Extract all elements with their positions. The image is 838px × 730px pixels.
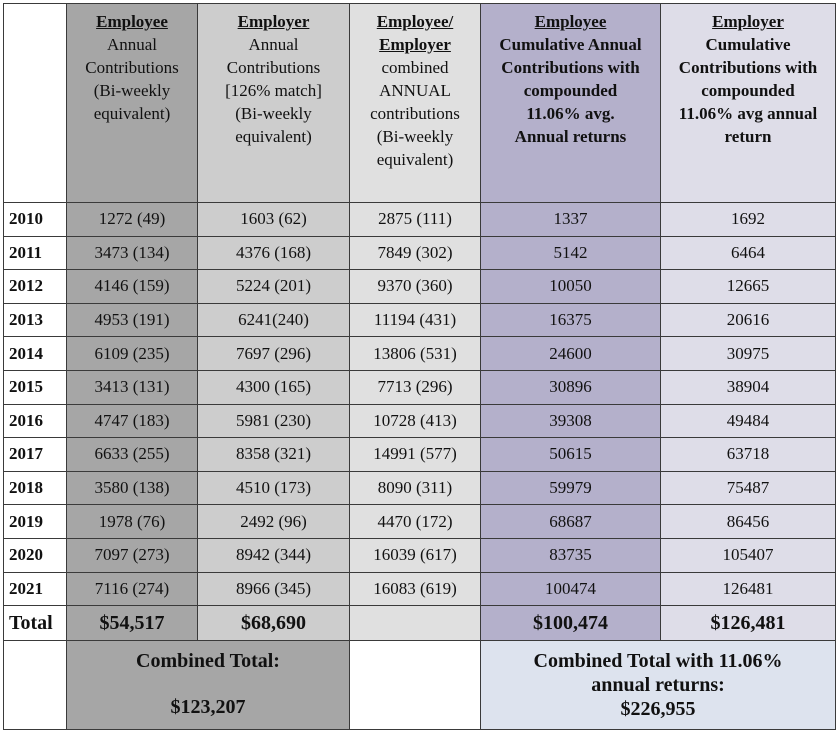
header-line: Contributions: [85, 58, 179, 77]
table-row: [4, 505, 836, 539]
combined-annual-cell: 2875 (111): [350, 203, 481, 237]
header-line: Annual: [248, 35, 299, 54]
table-row: [4, 236, 836, 270]
header-bold-line: 11.06% avg.: [526, 104, 615, 123]
header-line: contributions: [370, 104, 460, 123]
employee-annual-cell: 3580 (138): [67, 471, 198, 505]
combined-annual-cell: 10728 (413): [350, 404, 481, 438]
employer-cumulative-cell: 86456: [661, 505, 836, 539]
header-title-line: Employer: [712, 12, 784, 31]
year-cell: 2021: [4, 572, 67, 606]
employer-cumulative-cell: 63718: [661, 438, 836, 472]
table-row: [4, 572, 836, 606]
employer-annual-cell: 8966 (345): [198, 572, 350, 606]
header-bold-line: Contributions with: [501, 58, 640, 77]
table-row: [4, 203, 836, 237]
employee-annual-cell: 1272 (49): [67, 203, 198, 237]
header-combined-annual: [350, 4, 481, 203]
combined-annual-cell: 8090 (311): [350, 471, 481, 505]
combined-annual-cell: 11194 (431): [350, 303, 481, 337]
year-cell: 2010: [4, 203, 67, 237]
header-line: equivalent): [376, 150, 454, 169]
total-employer-annual-cell: $68,690: [198, 606, 350, 641]
total-employee-cumulative-cell: $100,474: [481, 606, 661, 641]
combined-total-cell: [67, 641, 350, 730]
employer-cumulative-cell: 20616: [661, 303, 836, 337]
employer-cumulative-cell: 30975: [661, 337, 836, 371]
combined-annual-cell: 9370 (360): [350, 270, 481, 304]
employee-cumulative-cell: 100474: [481, 572, 661, 606]
employer-cumulative-cell: 126481: [661, 572, 836, 606]
employer-annual-cell: 4510 (173): [198, 471, 350, 505]
header-line: combined: [381, 58, 449, 77]
header-line: Contributions: [226, 58, 321, 77]
header-line: ANNUAL: [379, 81, 451, 100]
combined-annual-cell: 14991 (577): [350, 438, 481, 472]
employer-annual-cell: 6241(240): [198, 303, 350, 337]
combined-annual-cell: 16039 (617): [350, 538, 481, 572]
employee-cumulative-cell: 30896: [481, 370, 661, 404]
header-employee-cumulative: [481, 4, 661, 203]
employee-annual-cell: 4953 (191): [67, 303, 198, 337]
year-cell: 2018: [4, 471, 67, 505]
employer-cumulative-cell: 105407: [661, 538, 836, 572]
combined-annual-cell: 13806 (531): [350, 337, 481, 371]
header-row: [4, 4, 836, 203]
header-bold-line: 11.06% avg annual: [678, 104, 818, 123]
total-employer-cumulative-cell: $126,481: [661, 606, 836, 641]
header-line: (Bi-weekly: [93, 81, 171, 100]
totals-row: [4, 606, 836, 641]
year-cell: 2020: [4, 538, 67, 572]
totals-label: Total: [4, 606, 67, 641]
table-row: [4, 404, 836, 438]
table-row: [4, 337, 836, 371]
employee-cumulative-cell: 1337: [481, 203, 661, 237]
employer-annual-cell: 8942 (344): [198, 538, 350, 572]
combined-total-value: $123,207: [170, 696, 246, 719]
employer-annual-cell: 7697 (296): [198, 337, 350, 371]
header-employer-cumulative: [661, 4, 836, 203]
table-row: [4, 370, 836, 404]
table-row: [4, 303, 836, 337]
employee-annual-cell: 3473 (134): [67, 236, 198, 270]
combined-annual-cell: 4470 (172): [350, 505, 481, 539]
header-bold-line: Contributions with: [678, 58, 818, 77]
header-line: equivalent): [235, 127, 312, 146]
employer-cumulative-cell: 38904: [661, 370, 836, 404]
employee-cumulative-cell: 39308: [481, 404, 661, 438]
employee-annual-cell: 6633 (255): [67, 438, 198, 472]
employer-annual-cell: 4300 (165): [198, 370, 350, 404]
combined-annual-cell: 7713 (296): [350, 370, 481, 404]
year-cell: 2016: [4, 404, 67, 438]
combined-blank-cell: [4, 641, 67, 730]
combined-total-label: Combined Total:: [136, 650, 280, 673]
header-title-line: Employer: [237, 12, 310, 31]
table-row: [4, 438, 836, 472]
table-row: [4, 538, 836, 572]
year-cell: 2013: [4, 303, 67, 337]
employee-annual-cell: 1978 (76): [67, 505, 198, 539]
employee-cumulative-cell: 5142: [481, 236, 661, 270]
employer-cumulative-cell: 49484: [661, 404, 836, 438]
total-combined-annual-cell: [350, 606, 481, 641]
header-line: Annual: [106, 35, 158, 54]
year-cell: 2014: [4, 337, 67, 371]
year-cell: 2011: [4, 236, 67, 270]
employee-cumulative-cell: 83735: [481, 538, 661, 572]
combined-returns-line3: $226,955: [620, 698, 696, 721]
employee-cumulative-cell: 50615: [481, 438, 661, 472]
combined-returns-line2: annual returns:: [591, 674, 725, 697]
header-bold-line: Annual returns: [514, 127, 627, 146]
header-title-line: Employee: [534, 12, 607, 31]
header-bold-line: compounded: [523, 81, 618, 100]
year-cell: 2015: [4, 370, 67, 404]
header-bold-line: Cumulative Annual: [499, 35, 642, 54]
employee-annual-cell: 4146 (159): [67, 270, 198, 304]
header-title-line: Employer: [379, 35, 451, 54]
employee-annual-cell: 3413 (131): [67, 370, 198, 404]
employee-annual-cell: 4747 (183): [67, 404, 198, 438]
employee-annual-cell: 7116 (274): [67, 572, 198, 606]
employer-cumulative-cell: 6464: [661, 236, 836, 270]
combined-returns-line1: Combined Total with 11.06%: [533, 650, 783, 673]
header-title-line: Employee/: [376, 12, 454, 31]
employer-annual-cell: 5981 (230): [198, 404, 350, 438]
employer-cumulative-cell: 75487: [661, 471, 836, 505]
header-line: [126% match]: [225, 81, 322, 100]
employer-annual-cell: 1603 (62): [198, 203, 350, 237]
employee-annual-cell: 6109 (235): [67, 337, 198, 371]
employee-cumulative-cell: 59979: [481, 471, 661, 505]
employee-cumulative-cell: 68687: [481, 505, 661, 539]
header-blank-cell: [4, 4, 67, 203]
contributions-table: [3, 3, 836, 730]
header-bold-line: compounded: [701, 81, 795, 100]
year-cell: 2019: [4, 505, 67, 539]
combined-total-returns-cell: [481, 641, 836, 730]
table-row: [4, 270, 836, 304]
employer-annual-cell: 2492 (96): [198, 505, 350, 539]
table-row: [4, 471, 836, 505]
header-title-line: Employee: [96, 12, 168, 31]
employee-cumulative-cell: 10050: [481, 270, 661, 304]
combined-annual-cell: 7849 (302): [350, 236, 481, 270]
header-bold-line: Cumulative: [705, 35, 791, 54]
combined-blank-cell-2: [350, 641, 481, 730]
employer-cumulative-cell: 12665: [661, 270, 836, 304]
combined-row: [4, 641, 836, 730]
employee-cumulative-cell: 24600: [481, 337, 661, 371]
employer-annual-cell: 8358 (321): [198, 438, 350, 472]
employee-cumulative-cell: 16375: [481, 303, 661, 337]
employer-annual-cell: 4376 (168): [198, 236, 350, 270]
employer-cumulative-cell: 1692: [661, 203, 836, 237]
year-cell: 2017: [4, 438, 67, 472]
year-cell: 2012: [4, 270, 67, 304]
header-line: (Bi-weekly: [376, 127, 454, 146]
employer-annual-cell: 5224 (201): [198, 270, 350, 304]
employee-annual-cell: 7097 (273): [67, 538, 198, 572]
header-line: equivalent): [93, 104, 171, 123]
header-bold-line: return: [724, 127, 772, 146]
header-line: (Bi-weekly: [235, 104, 312, 123]
header-employee-annual: [67, 4, 198, 203]
total-employee-annual-cell: $54,517: [67, 606, 198, 641]
combined-annual-cell: 16083 (619): [350, 572, 481, 606]
header-employer-annual: [198, 4, 350, 203]
